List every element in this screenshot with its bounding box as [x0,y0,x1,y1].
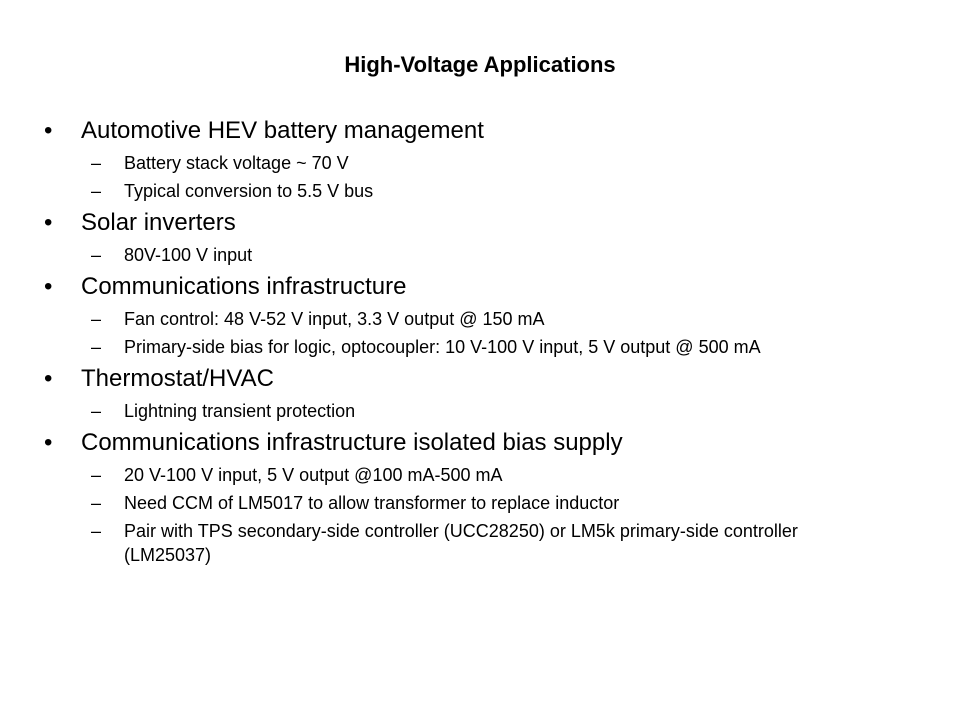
bullet-group-comms [44,271,924,359]
bullet-item [44,115,924,147]
bullet-item [44,271,924,303]
dash-icon: – [91,493,102,513]
bullet-label: Communications infrastructure [81,273,407,300]
bullet-item [44,427,924,459]
bullet-icon: • [44,365,53,392]
bullet-icon: • [44,117,53,144]
sub-item-label: 20 V-100 V input, 5 V output @100 mA-500 mA [124,465,503,485]
bullet-group-isolated-bias [44,427,924,567]
bullet-item [44,207,924,239]
bullet-label: Solar inverters [81,209,236,236]
sub-item-label: Need CCM of LM5017 to allow transformer to replace inductor [124,493,620,513]
bullet-label: Thermostat/HVAC [81,365,274,392]
bullet-icon: • [44,429,53,456]
dash-icon: – [91,153,102,173]
bullet-icon: • [44,209,53,236]
slide-title: High-Voltage Applications [344,52,616,77]
bullet-list [44,115,924,571]
sub-item [44,179,924,203]
sub-item-label: Fan control: 48 V-52 V input, 3.3 V output @ 150 mA [124,309,545,329]
sub-item-label: Battery stack voltage ~ 70 V [124,153,349,173]
bullet-icon: • [44,273,53,300]
dash-icon: – [91,521,102,541]
dash-icon: – [91,245,102,265]
sub-item [44,463,924,487]
sub-item [44,519,924,567]
sub-item [44,307,924,331]
bullet-item [44,363,924,395]
sub-item-label: 80V-100 V input [124,245,253,265]
sub-item-label: Lightning transient protection [124,401,356,421]
bullet-label: Automotive HEV battery management [81,117,484,144]
dash-icon: – [91,465,102,485]
dash-icon: – [91,401,102,421]
sub-item [44,151,924,175]
sub-item-label: Pair with TPS secondary-side controller (UCC28250) or LM5k primary-side controller (LM25037) [124,521,798,565]
dash-icon: – [91,181,102,201]
bullet-label: Communications infrastructure isolated bias supply [81,429,623,456]
sub-item [44,399,924,423]
sub-item [44,243,924,267]
sub-item-label: Primary-side bias for logic, optocoupler: 10 V-100 V input, 5 V output @ 500 mA [124,337,761,357]
sub-item-label: Typical conversion to 5.5 V bus [124,181,374,201]
dash-icon: – [91,309,102,329]
bullet-group-hvac [44,363,924,423]
dash-icon: – [91,337,102,357]
bullet-group-solar [44,207,924,267]
sub-item [44,335,924,359]
sub-item [44,491,924,515]
bullet-group-hev [44,115,924,203]
